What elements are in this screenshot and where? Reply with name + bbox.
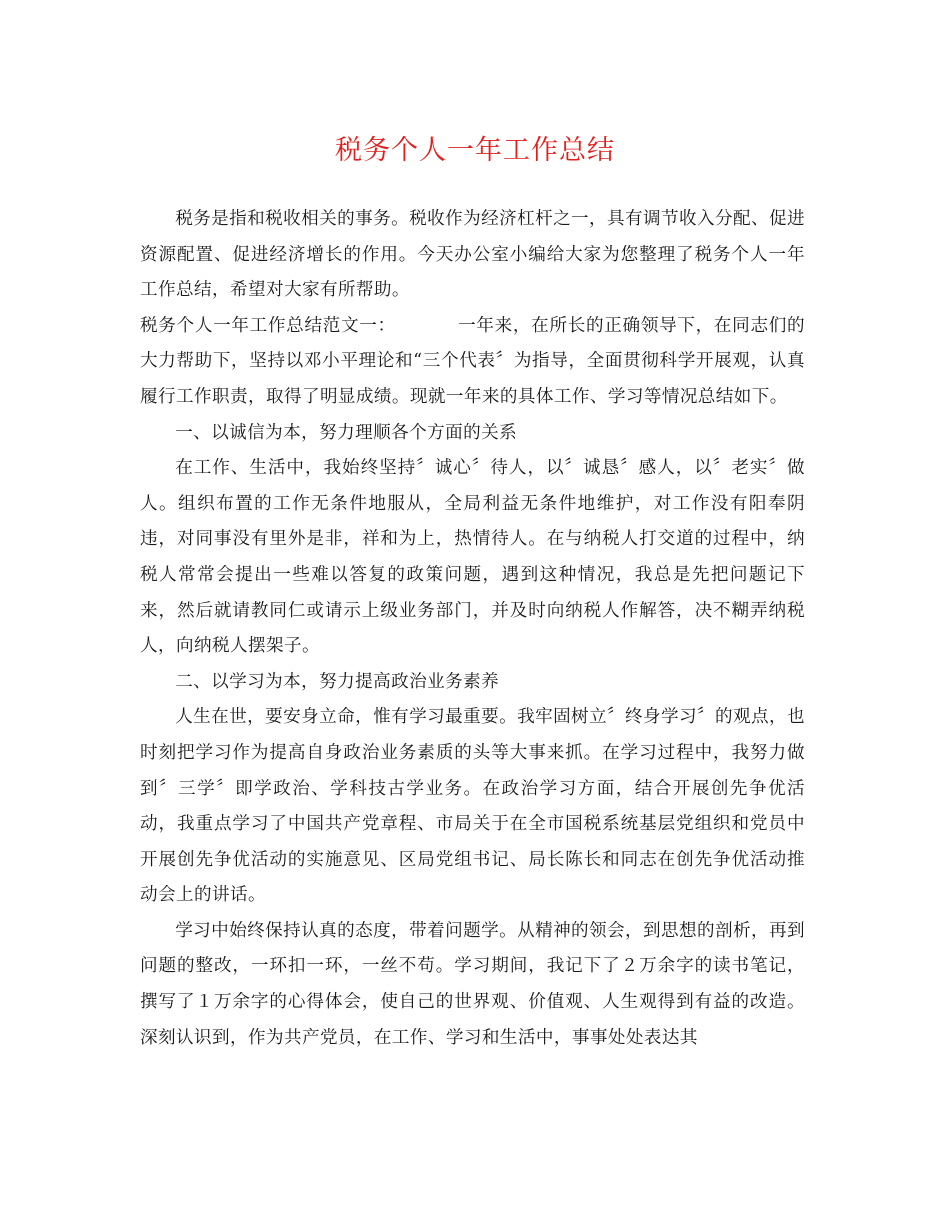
section-heading-2: 二、以学习为本，努力提高政治业务素养 (175, 671, 500, 692)
intro-paragraph: 税务是指和税收相关的事务。税收作为经济杠杆之一，具有调节收入分配、促进资源配置、促进经济增长的作用。今天办公室小编给大家为您整理了税务个人一年工作总结，希望对大家有所帮助。 (140, 209, 805, 301)
section-heading-1: 一、以诚信为本，努力理顺各个方面的关系 (175, 422, 518, 443)
document-body (140, 202, 805, 1056)
document-title: 税务个人一年工作总结 (335, 135, 615, 166)
sample-lead-text: 一年来，在所长的正确领导下，在同志们的大力帮助下，坚持以邓小平理论和“三个代表〞为指导，全面贯彻科学开展观，认真履行工作职责，取得了明显成绩。现就一年来的具体工作、学习等情况总结如下。 (140, 315, 805, 407)
sample-lead-paragraph (140, 309, 805, 416)
section-1-paragraph: 在工作、生活中，我始终坚持〞诚心〞待人，以〞诚恳〞感人，以〞老实〞做人。组织布置的工作无条件地服从，全局利益无条件地维护，对工作没有阳奉阴违，对同事没有里外是非，祥和为上，热情待人。在与纳税人打交道的过程中，纳税人常常会提出一些难以答复的政策问题，遇到这种情况，我总是先把问题记下来，然后就请教同仁或请示上级业务部门，并及时向纳税人作解答，决不糊弄纳税人，向纳税人摆架子。 (140, 458, 805, 657)
section-2-paragraph-1: 人生在世，要安身立命，惟有学习最重要。我牢固树立〞终身学习〞的观点，也时刻把学习作为提高自身政治业务素质的头等大事来抓。在学习过程中，我努力做到〞三学〞即学政治、学科技古学业务。在政治学习方面，结合开展创先争优活动，我重点学习了中国共产党章程、市局关于在全市国税系统基层党组织和党员中开展创先争优活动的实施意见、区局党组书记、局长陈长和同志在创先争优活动推动会上的讲话。 (140, 707, 805, 906)
section-2-paragraph-2: 学习中始终保持认真的态度，带着问题学。从精神的领会，到思想的剖析，再到问题的整改，一环扣一环，一丝不苟。学习期间，我记下了２万余字的读书笔记，撰写了１万余字的心得体会，使自己的世界观、价值观、人生观得到有益的改造。深刻认识到，作为共产党员，在工作、学习和生活中，事事处处表达其 (140, 920, 805, 1048)
sample-label: 税务个人一年工作总结范文一： (140, 315, 396, 336)
